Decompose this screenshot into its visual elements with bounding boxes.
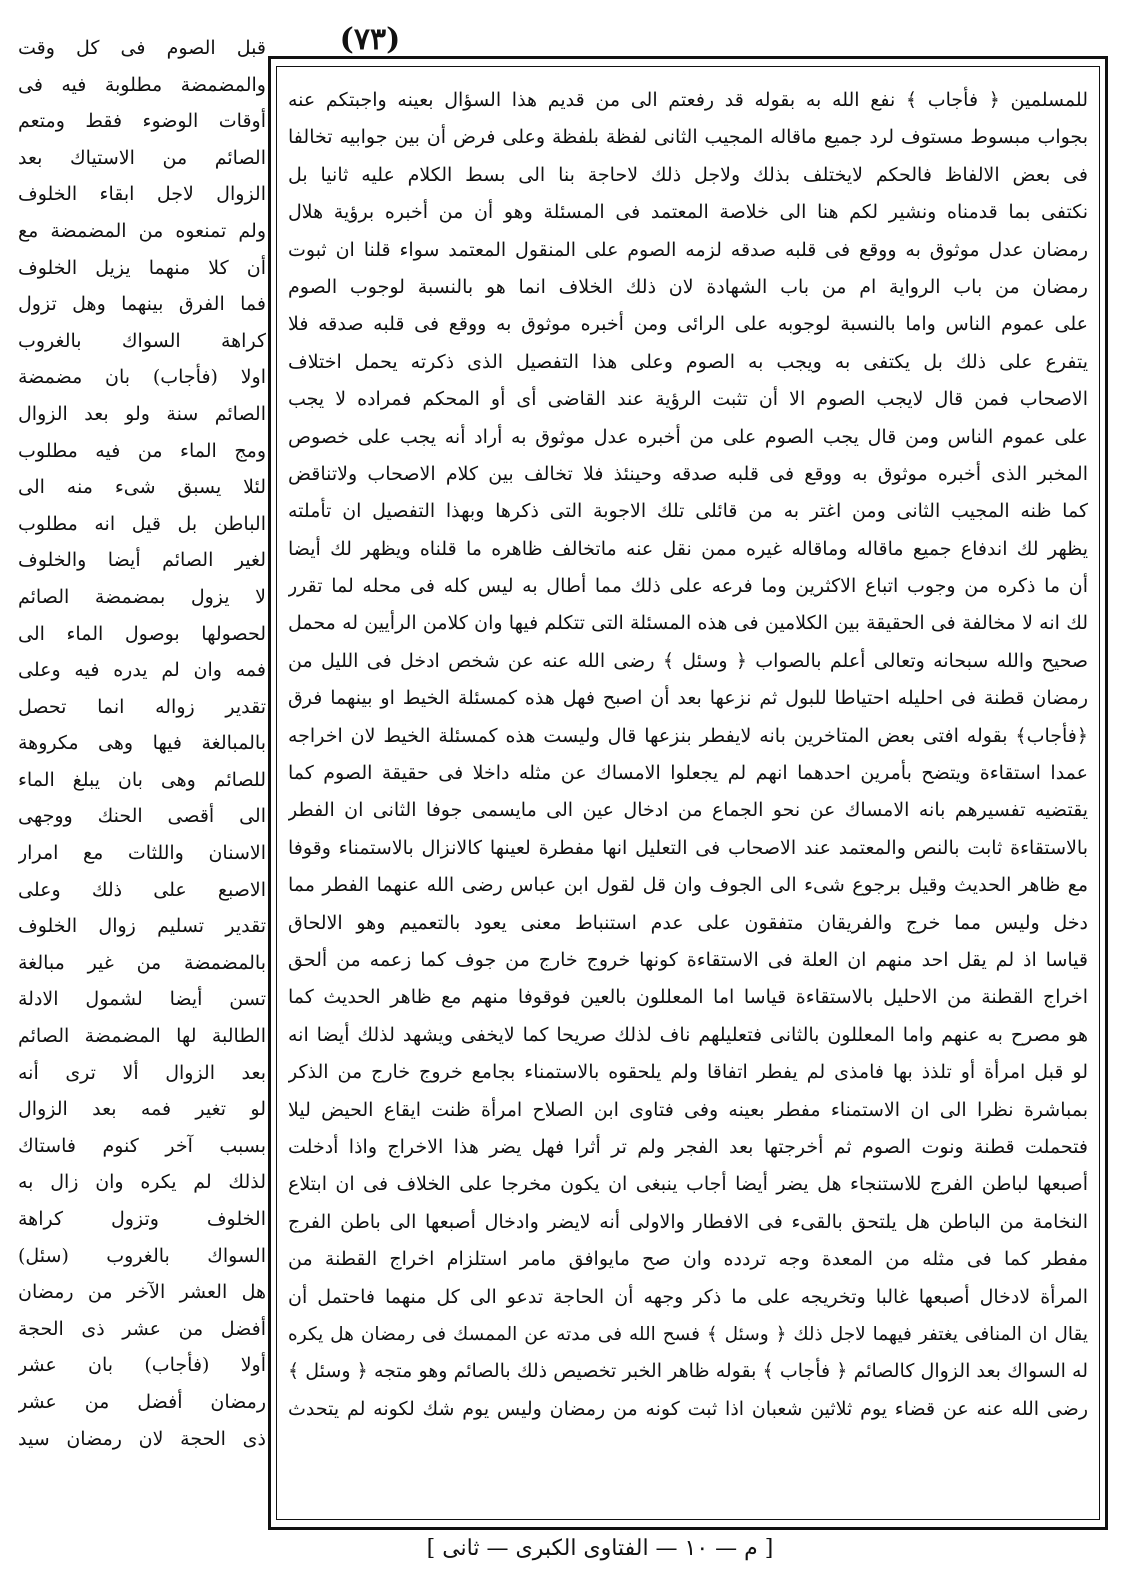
margin-text-line: الاسنان واللثات مع امرار [18, 842, 266, 865]
margin-text-line: لحصولها بوصول الماء الى [18, 622, 266, 645]
margin-text-line: أولا (فأجاب) بان عشر [18, 1354, 266, 1377]
main-text-line: عمدا استقاءة ويتضح بأمرين احدهما انهم لم يجعلوا الامساك عن مثله داخلا فى حقيقة الصوم كما [288, 762, 1088, 785]
main-text-line: رضى الله عنه عن قضاء يوم ثلاثين شعبان اذا ثبت كونه من رمضان وليس يوم شك لكونه لم يتحدث [288, 1397, 1088, 1420]
margin-text-line: السواك بالغروب (سئل) [18, 1244, 266, 1267]
margin-text-line: لا يزول بمضمضة الصائم [18, 585, 266, 608]
margin-text-line: أوقات الوضوء فقط ومتعم [18, 110, 266, 133]
margin-text-line: ذى الحجة لان رمضان سيد [18, 1427, 266, 1450]
main-text-line: يقال ان المنافى يغتفر فيهما لاجل ذلك ﴿ وسئل ﴾ فسح الله فى مدته عن الممسك فى رمضان هل يكره [288, 1323, 1088, 1345]
margin-text-line: الطالبة لها المضمضة الصائم [18, 1025, 266, 1048]
page-footer: [ م — ١٠ — الفتاوى الكبرى — ثانى ] [426, 1536, 774, 1561]
main-text-line: أن ما ذكره من وجوب اتباع الاكثرين وما فرعه على ذلك مما أطال به ليس كله فى محله لما تقرر [288, 575, 1088, 598]
main-text-line: يقتضيه تفسيرهم بانه الامساك عن نحو الجماع من ادخال عين الى مايسمى جوفا الثانى ان الفطر [288, 799, 1088, 822]
margin-text-line: الصائم سنة ولو بعد الزوال [18, 402, 266, 425]
margin-text-line: الى أقصى الحنك ووجهى [18, 805, 266, 828]
main-text-line: كما ظنه المجيب الثانى ومن اغتر به من قائلى تلك الاجوبة التى ذكرها وبهذا التفصيل ان تأملته [288, 500, 1088, 523]
main-text-line: مع ظاهر الحديث وقيل برجوع شىء الى الجوف وان قل لقول ابن عباس رضى الله عنهما الفطر مما [288, 874, 1088, 897]
main-text-line: بالاستقاءة ثابت بالنص والمعتمد عند الاصحاب فى التعليل انها مفطرة لعينها كالانزال بالاستمناء وقوفا [288, 836, 1088, 859]
margin-text-line: كراهة السواك بالغروب [18, 329, 266, 352]
main-text-line: دخل وليس مما خرج والفريقان متفقون على عدم استنباط معنى يعود بالتعميم وهو الالحاق [288, 911, 1088, 934]
margin-text-line: قبل الصوم فى كل وقت [18, 37, 266, 59]
margin-text-line: والمضمضة مطلوبة فيه فى [18, 73, 266, 96]
margin-text-line: تسن أيضا لشمول الادلة [18, 988, 266, 1011]
main-text-line: على عموم الناس واما بالنسبة لوجوبه على الرائى ومن أخبره موثوق به ووقع فى قلبه صدقه فلا [288, 313, 1088, 336]
margin-text-line: أن كلا منهما يزيل الخلوف [18, 256, 266, 279]
page-number: (٧٣) [339, 22, 401, 57]
margin-text-line: الاصبع على ذلك وعلى [18, 878, 266, 901]
main-text-line: فى بعض الالفاظ فالحكم لايختلف بذلك ولاجل ذلك لاحاجة بنا الى بسط الكلام عليه ثانيا بل [288, 163, 1088, 186]
margin-text-line: للصائم وهى بان يبلغ الماء [18, 768, 266, 791]
margin-text-line: فما الفرق بينهما وهل تزول [18, 293, 266, 316]
margin-text-line: ولم تمنعوه من المضمضة مع [18, 219, 266, 242]
main-text-line: لك انه لا مخالفة فى الحقيقة بين الكلامين فى هذه المسئلة التى تتكلم فيها وان كلامن الرأيين له محمل [288, 612, 1088, 635]
margin-text-line: الخلوف وتزول كراهة [18, 1208, 266, 1230]
main-text-line: المرأة لادخال أصبعها غالبا وتخريجه على ما ذكر وجهه أن الحاجة تدعو الى كل منهما فاحتمل أن [288, 1285, 1088, 1308]
main-text-line: لو قبل امرأة أو تلذذ بها فامذى لم يفطر اتفاقا ولم يلحقوه بالاستمناء بجامع خروج خارج من الذكر [288, 1061, 1088, 1084]
main-text-line: يتفرع على ذلك بل يكتفى به ويجب به الصوم وعلى هذا التفصيل الذى ذكرته يحمل اختلاف [288, 350, 1088, 373]
margin-text-line: لو تغير فمه بعد الزوال [18, 1098, 266, 1121]
margin-text-line: ومج الماء من فيه مطلوب [18, 439, 266, 462]
main-text-line: قياسا اذ لم يقل احد منهم ان العلة فى الاستقاءة كونها خروج خارج من جوف كما زعمه من ألحق [288, 948, 1088, 971]
margin-text-line: الصائم من الاستياك بعد [18, 146, 266, 169]
main-text-line: له السواك بعد الزوال كالصائم ﴿ فأجاب ﴾ بقوله ظاهر الخبر تخصيص ذلك بالصائم وهو متجه ﴿ وسئل ﴾ [288, 1360, 1088, 1383]
margin-text-line: الباطن بل قيل انه مطلوب [18, 512, 266, 535]
main-text-line: المخبر الذى أخبره موثوق به ووقع فى قلبه صدقه وحينئذ فلا تخالف بين كلام الاصحاب ولاتناقض [288, 462, 1088, 485]
margin-text-line: تقدير زواله انما تحصل [18, 695, 266, 718]
main-text-line: النخامة من الباطن هل يلتحق بالقىء فى الافطار والاولى أنه لايضر وادخال أصبعها الى باطن الفرج [288, 1210, 1088, 1233]
margin-text-column [18, 30, 266, 1457]
margin-text-line: بسبب آخر كنوم فاستاك [18, 1134, 266, 1157]
margin-text-line: الزوال لاجل ابقاء الخلوف [18, 183, 266, 206]
main-text-line: مفطر كما فى مثله من المعدة وجه تردده وان صح مايوافق مامر استلزام اخراج القطنة من [288, 1248, 1088, 1271]
main-text-line: اخراج القطنة من الاحليل بالاستقاءة قياسا اما المعللون بالعين فوقوفا منهم مع ظاهر الحديث كما [288, 986, 1088, 1009]
main-text-line: بجواب مبسوط مستوف لرد جميع ماقاله المجيب الثانى لفظة بلفظة وعلى فرض أن بين جوابيه تخالفا [288, 126, 1088, 149]
margin-text-line: بعد الزوال ألا ترى أنه [18, 1061, 266, 1084]
main-text-line: رمضان من باب الرواية ام من باب الشهادة لان ذلك الخلاف انما هو بالنسبة لوجوب الصوم [288, 275, 1088, 298]
main-text-line: فتحملت قطنة ونوت الصوم ثم أخرجتها بعد الفجر ولم تر أثرا فهل يضر هذا الاخراج واذا أدخلت [288, 1135, 1088, 1158]
main-text-line: صحيح والله سبحانه وتعالى أعلم بالصواب ﴿ وسئل ﴾ رضى الله عنه عن شخص ادخل فى الليل من [288, 649, 1088, 672]
margin-text-line: رمضان أفضل من عشر [18, 1390, 266, 1413]
margin-text-line: بالمبالغة فيها وهى مكروهة [18, 732, 266, 755]
margin-text-line: لغير الصائم أيضا والخلوف [18, 549, 266, 572]
main-text-line: هو مصرح به عنهم واما المعللون بالثانى فتعليلهم ناف لذلك صريحا كما لايخفى ويشهد لذلك أيضا انه [288, 1023, 1088, 1046]
main-text-line: الاصحاب فمن قال لايجب الصوم الا أن تثبت الرؤية عند القاضى أى أو المحكم فمراده لا يجب [288, 388, 1088, 411]
margin-text-line: بالمضمضة من غير مبالغة [18, 951, 266, 974]
main-text-line: أصبعها لباطن الفرج للاستنجاء هل يضر أيضا أجاب ينبغى ان يكون مخرجا على الخلاف فى ان ابتلاع [288, 1173, 1088, 1196]
margin-text-line: اولا (فأجاب) بان مضمضة [18, 366, 266, 389]
main-text-line: للمسلمين ﴿ فأجاب ﴾ نفع الله به بقوله قد رفعتم الى من قديم هذا السؤال بعينه واجبتكم عنه [288, 89, 1088, 111]
margin-text-line: لئلا يسبق شىء منه الى [18, 476, 266, 499]
main-text-line: ﴿فأجاب﴾ بقوله افتى بعض المتاخرين بانه لايفطر بنزعها قال وليست هذه كمسئلة الخيط لان اخراجه [288, 724, 1088, 747]
margin-text-line: فمه وان لم يدره فيه وعلى [18, 659, 266, 682]
main-text-column [288, 82, 1088, 1428]
margin-text-line: لذلك لم يكره وان زال به [18, 1171, 266, 1194]
margin-text-line: تقدير تسليم زوال الخلوف [18, 915, 266, 938]
main-text-line: يظهر لك اندفاع جميع ماقاله وماقاله غيره ممن نقل عنه ماتخالف ظاهره ما قلناه ويظهر لك أيضا [288, 537, 1088, 560]
main-text-line: رمضان قطنة فى احليله احتياطا للبول ثم نزعها بعد أن اصبح فهل هذه كمسئلة الخيط او بينهما فرق [288, 687, 1088, 710]
main-text-line: على عموم الناس ومن قال يجب الصوم على من أخبره عدل موثوق به أراد أنه يجب على خصوص [288, 425, 1088, 448]
margin-text-line: هل العشر الآخر من رمضان [18, 1281, 266, 1304]
main-text-line: بمباشرة نظرا الى ان الاستمناء مفطر بعينه وفى فتاوى ابن الصلاح امرأة ظنت ايقاع الحيض ليلا [288, 1098, 1088, 1121]
margin-text-line: أفضل من عشر ذى الحجة [18, 1317, 266, 1340]
main-text-line: رمضان عدل موثوق به ووقع فى قلبه صدقه لزمه الصوم على المنقول المعتمد سواء قلنا ان ثبوت [288, 238, 1088, 261]
main-text-line: نكتفى بما قدمناه ونشير لكم هنا الى خلاصة المعتمد فى المسئلة وهو أن من أخبره برؤية هلال [288, 201, 1088, 224]
